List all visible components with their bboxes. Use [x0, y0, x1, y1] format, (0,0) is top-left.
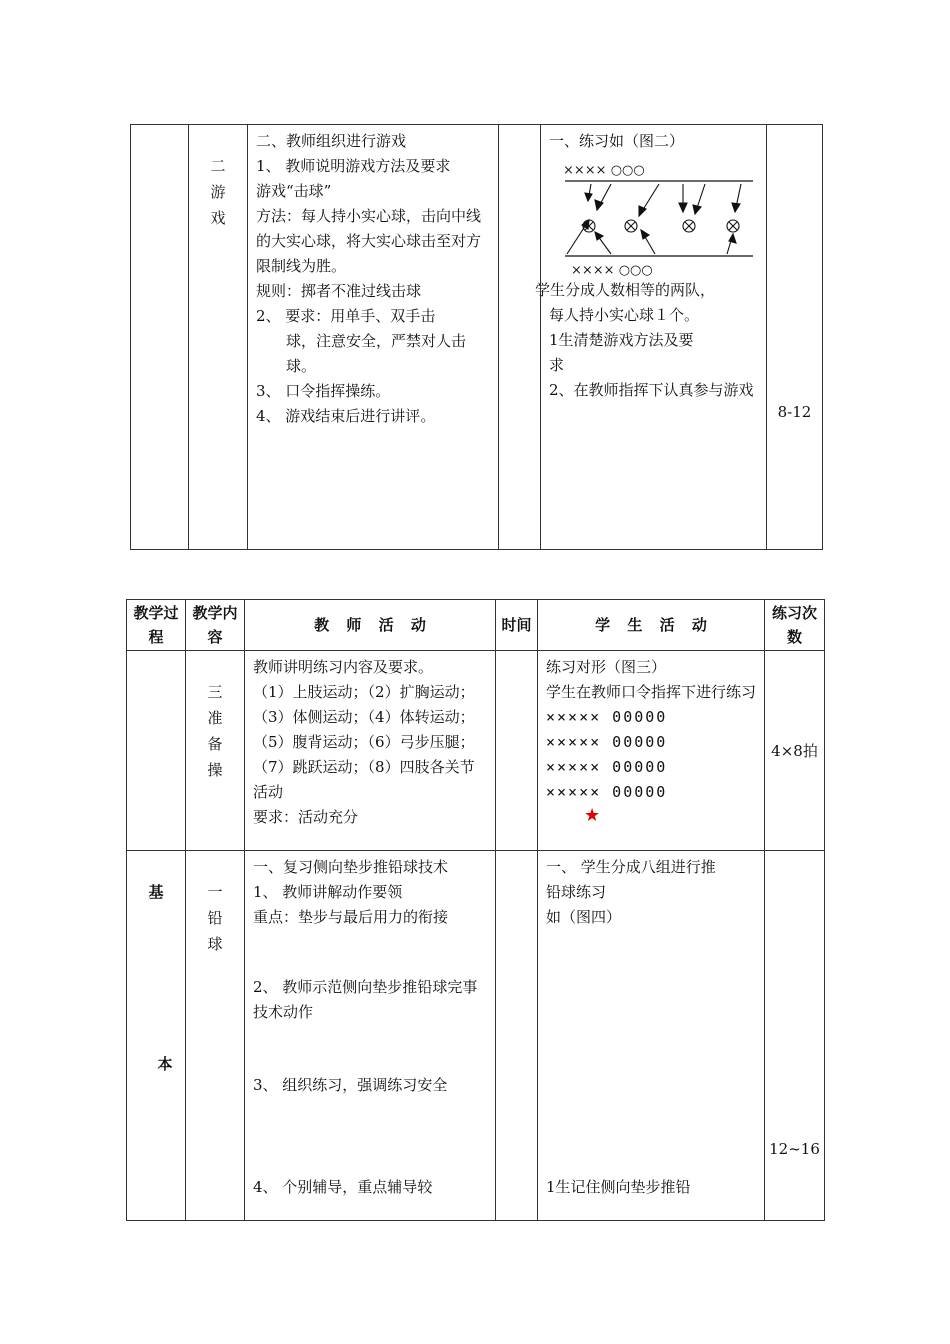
student-activity-cell: [538, 851, 765, 1221]
time-cell: [499, 125, 541, 550]
diagram-bottom-label: ×××× ○○○: [571, 263, 653, 276]
header-content: 教学内容: [186, 600, 245, 651]
header-teacher-activity: 教 师 活 动: [245, 600, 496, 651]
student-activity-cell: [535, 125, 767, 550]
teacher-activity-cell: [245, 651, 496, 851]
student-line: 1生清楚游戏方法及要: [549, 331, 694, 349]
teacher-line: 2、 教师示范侧向垫步推铅球完事技术动作: [253, 978, 478, 1021]
content-cell-warmup: [186, 651, 245, 851]
teacher-line: 1、 教师讲解动作要领: [253, 883, 403, 901]
formation-row: ××××× 00000: [546, 708, 668, 726]
teacher-line: 方法：每人持小实心球，击向中线的大实心球，将大实心球击至对方限制线为胜。: [256, 207, 482, 275]
teacher-line: 2、 要求：用单手、双手击: [256, 307, 436, 325]
formation-row: ××××× 00000: [546, 783, 668, 801]
teacher-line: 规则：掷者不准过线击球: [256, 282, 422, 300]
student-activity-cell: [538, 651, 765, 851]
student-line: 求: [549, 356, 565, 374]
content-char: 准: [207, 709, 223, 727]
formation-row: ××××× 00000: [546, 758, 668, 776]
teacher-line: 3、 组织练习，强调练习安全: [253, 1076, 448, 1094]
count-cell: [765, 651, 825, 851]
teacher-line: 一、复习侧向垫步推铅球技术: [253, 858, 449, 876]
teacher-line: 球，注意安全，严禁对人击球。: [286, 332, 467, 375]
teacher-line: 教师讲明练习内容及要求。: [253, 658, 434, 676]
warmup-row: [127, 651, 825, 851]
student-line: 1生记住侧向垫步推铅: [546, 1178, 691, 1196]
teacher-activity-cell: [245, 851, 496, 1221]
count-value: 12~16: [769, 1139, 820, 1158]
content-char: 游: [210, 183, 226, 201]
header-process: 教学过程: [127, 600, 186, 651]
teacher-line: 1、 教师说明游戏方法及要求: [256, 157, 451, 175]
teacher-line: 3、 口令指挥操练。: [256, 382, 391, 400]
student-line: 学生分成人数相等的两队，: [535, 281, 716, 299]
teacher-line: 二、教师组织进行游戏: [256, 132, 407, 150]
student-line: 一、 学生分成八组进行推铅球练习: [546, 858, 716, 901]
content-char: 球: [207, 935, 223, 953]
teacher-activity-cell: [248, 125, 499, 550]
header-time: 时间: [496, 600, 538, 651]
content-char: 铅: [207, 909, 223, 927]
header-row: [127, 600, 825, 651]
count-value: 4×8拍: [771, 742, 818, 760]
process-char: 基: [148, 883, 164, 901]
teacher-position-star-icon: ★: [584, 805, 601, 826]
process-cell: [127, 651, 186, 851]
student-line: 每人持小实心球１个。: [549, 306, 700, 324]
header-student-activity: 学 生 活 动: [538, 600, 765, 651]
shotput-row: [127, 851, 825, 1221]
teacher-line: 4、 个别辅导，重点辅导较: [253, 1178, 433, 1196]
teacher-line: 游戏“击球”: [256, 182, 332, 200]
process-cell: [131, 125, 189, 550]
content-char: 戏: [210, 209, 226, 227]
student-line: 2、在教师指挥下认真参与游戏: [549, 381, 754, 399]
content-char: 一: [207, 883, 223, 901]
teacher-line: 4、 游戏结束后进行讲评。: [256, 407, 436, 425]
teacher-line: 要求：活动充分: [253, 808, 359, 826]
student-title: 一、练习如（图二）: [549, 132, 685, 150]
content-cell-game: [189, 125, 248, 550]
content-cell-shotput: [186, 851, 245, 1221]
time-cell: [496, 651, 538, 851]
game-section-table: [130, 124, 823, 550]
teacher-line: 重点：垫步与最后用力的衔接: [253, 908, 449, 926]
count-value: 8-12: [777, 403, 812, 421]
content-char: 二: [210, 157, 226, 175]
count-cell: [765, 851, 825, 1221]
header-reps: 练习次数: [765, 600, 825, 651]
content-char: 备: [207, 735, 223, 753]
student-line: 如（图四）: [546, 908, 622, 926]
game-diagram: [555, 156, 760, 276]
lesson-plan-table: [126, 599, 825, 1221]
teacher-line: （1）上肢运动；（2）扩胸运动；（3）体侧运动；（4）体转运动；（5）腹背运动；（6）弓步压腿；（7）跳跃运动；（8）四肢各关节活动: [253, 683, 475, 801]
process-char: 本: [157, 1055, 173, 1073]
diagram-top-label: ×××× ○○○: [563, 163, 645, 178]
process-cell-basic: [127, 851, 186, 1221]
count-cell: [767, 125, 823, 550]
content-char: 操: [207, 761, 223, 779]
content-char: 三: [207, 683, 223, 701]
time-cell: [496, 851, 538, 1221]
student-line: 学生在教师口令指挥下进行练习: [546, 683, 757, 701]
formation-row: ××××× 00000: [546, 733, 668, 751]
student-title: 练习对形（图三）: [546, 658, 667, 676]
